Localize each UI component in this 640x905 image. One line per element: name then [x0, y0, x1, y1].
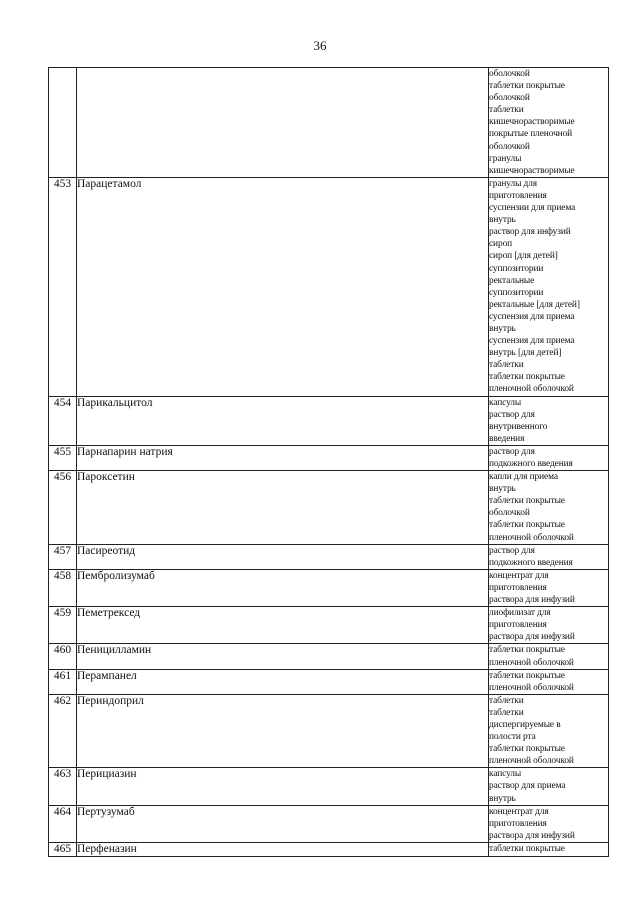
dosage-form-line: суппозитории: [489, 263, 544, 274]
drug-name: Перампанел: [77, 669, 489, 694]
dosage-form-line: приготовления: [489, 620, 547, 631]
dosage-form-line: приготовления: [489, 818, 547, 829]
dosage-form-line: пленочной оболочкой: [489, 384, 574, 395]
row-number: 456: [49, 471, 77, 545]
table-row: [49, 569, 609, 606]
drug-name: Пембролизумаб: [77, 569, 489, 606]
drug-name: Пароксетин: [77, 471, 489, 545]
dosage-form-line: таблетки: [489, 695, 524, 706]
dosage-form-line: таблетки покрытые: [489, 372, 565, 383]
dosage-form-line: приготовления: [489, 582, 547, 593]
row-number: 463: [49, 768, 77, 805]
dosage-form-line: полости рта: [489, 732, 536, 743]
dosage-form-line: таблетки покрытые: [489, 744, 565, 755]
dosage-form-line: внутрь: [489, 793, 516, 804]
dosage-form-line: раствор для приема: [489, 781, 566, 792]
dosage-forms: [489, 68, 609, 178]
drug-name: Периндоприл: [77, 694, 489, 768]
dosage-forms: [489, 471, 609, 545]
table-row: [49, 445, 609, 470]
row-number: 461: [49, 669, 77, 694]
dosage-form-line: раствора для инфузий: [489, 632, 575, 643]
dosage-form-line: подкожного введения: [489, 557, 573, 568]
table-row: [49, 768, 609, 805]
table-row: [49, 471, 609, 545]
row-number: 453: [49, 177, 77, 396]
dosage-form-line: оболочкой: [489, 508, 530, 519]
dosage-form-line: сироп [для детей]: [489, 251, 558, 262]
drug-name: Перфеназин: [77, 842, 489, 856]
dosage-form-line: внутрь: [489, 215, 516, 226]
table-row: [49, 68, 609, 178]
dosage-form-line: концентрат для: [489, 806, 549, 817]
dosage-form-line: раствора для инфузий: [489, 595, 575, 606]
dosage-form-line: раствор для: [489, 545, 535, 556]
table-row: [49, 396, 609, 445]
drug-name: Пасиреотид: [77, 544, 489, 569]
dosage-form-line: внутрь: [489, 484, 516, 495]
table-row: [49, 607, 609, 644]
row-number: 459: [49, 607, 77, 644]
dosage-form-line: таблетки покрытые: [489, 81, 565, 92]
dosage-form-line: раствор для: [489, 446, 535, 457]
dosage-form-line: таблетки покрытые: [489, 670, 565, 681]
table-row: [49, 842, 609, 856]
row-number: 454: [49, 396, 77, 445]
dosage-form-line: ректальные: [489, 275, 535, 286]
dosage-form-line: внутривенного: [489, 421, 548, 432]
dosage-form-line: таблетки: [489, 707, 524, 718]
dosage-form-line: кишечнорастворимые: [489, 117, 575, 128]
dosage-form-line: раствора для инфузий: [489, 830, 575, 841]
dosage-form-line: пленочной оболочкой: [489, 682, 574, 693]
dosage-form-line: таблетки покрытые: [489, 843, 565, 854]
row-number: 465: [49, 842, 77, 856]
table-row: [49, 644, 609, 669]
dosage-form-line: суспензии для приема: [489, 203, 576, 214]
dosage-form-line: пленочной оболочкой: [489, 532, 574, 543]
dosage-form-line: диспергируемые в: [489, 719, 561, 730]
dosage-forms: [489, 669, 609, 694]
dosage-form-line: оболочкой: [489, 69, 530, 79]
drug-name: Парикальцитол: [77, 396, 489, 445]
drug-name: Перициазин: [77, 768, 489, 805]
dosage-form-line: раствор для: [489, 409, 535, 420]
dosage-form-line: внутрь: [489, 323, 516, 334]
dosage-form-line: таблетки: [489, 105, 524, 116]
dosage-form-line: гранулы для: [489, 178, 537, 189]
dosage-form-line: суспензия для приема: [489, 311, 575, 322]
dosage-forms: [489, 644, 609, 669]
drug-name: Парацетамол: [77, 177, 489, 396]
dosage-form-line: таблетки: [489, 360, 524, 371]
dosage-form-line: оболочкой: [489, 141, 530, 152]
dosage-forms: [489, 569, 609, 606]
dosage-form-line: подкожного введения: [489, 459, 573, 469]
table-row: [49, 544, 609, 569]
page-number: 36: [313, 38, 327, 53]
dosage-form-line: сироп: [489, 239, 513, 250]
row-number: 458: [49, 569, 77, 606]
dosage-forms: [489, 445, 609, 470]
dosage-form-line: суспензия для приема: [489, 336, 575, 347]
dosage-forms: [489, 607, 609, 644]
row-number: 462: [49, 694, 77, 768]
dosage-form-line: гранулы: [489, 153, 522, 164]
dosage-forms: [489, 694, 609, 768]
dosage-form-line: оболочкой: [489, 93, 530, 104]
dosage-forms: [489, 177, 609, 396]
table-body: [49, 68, 609, 857]
dosage-form-line: ректальные [для детей]: [489, 299, 580, 310]
drug-name: Парнапарин натрия: [77, 445, 489, 470]
dosage-form-line: раствор для инфузий: [489, 227, 571, 238]
dosage-forms: [489, 544, 609, 569]
dosage-forms: [489, 768, 609, 805]
dosage-form-line: введения: [489, 433, 525, 444]
dosage-form-line: суппозитории: [489, 287, 544, 298]
dosage-forms: [489, 396, 609, 445]
dosage-form-line: таблетки покрытые: [489, 645, 565, 656]
drug-name: [77, 68, 489, 178]
dosage-form-line: таблетки покрытые: [489, 496, 565, 507]
row-number: 464: [49, 805, 77, 842]
dosage-form-line: пленочной оболочкой: [489, 657, 574, 668]
dosage-form-line: приготовления: [489, 190, 547, 201]
drug-name: Пеницилламин: [77, 644, 489, 669]
dosage-forms: [489, 805, 609, 842]
row-number: 455: [49, 445, 77, 470]
drug-table: [48, 67, 609, 857]
table-row: [49, 805, 609, 842]
dosage-form-line: кишечнорастворимые: [489, 165, 575, 176]
row-number: [49, 68, 77, 178]
row-number: 460: [49, 644, 77, 669]
dosage-form-line: таблетки покрытые: [489, 520, 565, 531]
table-row: [49, 694, 609, 768]
dosage-forms: [489, 842, 609, 856]
dosage-form-line: внутрь [для детей]: [489, 348, 562, 359]
table-row: [49, 177, 609, 396]
dosage-form-line: капсулы: [489, 397, 522, 408]
dosage-form-line: лиофилизат для: [489, 608, 551, 619]
dosage-form-line: концентрат для: [489, 570, 549, 581]
dosage-form-line: пленочной оболочкой: [489, 756, 574, 767]
table-row: [49, 669, 609, 694]
dosage-form-line: капсулы: [489, 769, 522, 780]
drug-name: Пеметрексед: [77, 607, 489, 644]
row-number: 457: [49, 544, 77, 569]
dosage-form-line: покрытые пленочной: [489, 129, 573, 140]
drug-name: Пертузумаб: [77, 805, 489, 842]
dosage-form-line: капли для приема: [489, 472, 558, 483]
